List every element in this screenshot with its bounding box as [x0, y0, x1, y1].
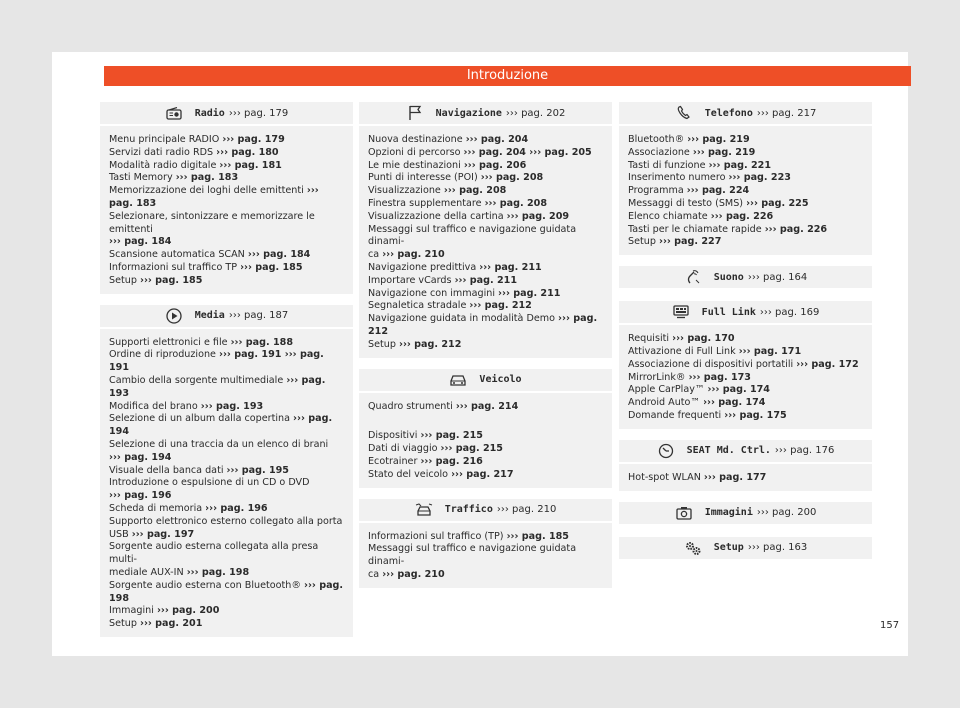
entry-page-ref[interactable]: ››› pag. 204 ››› pag. 205 [463, 146, 592, 158]
entry-line [109, 465, 345, 478]
entry-page-ref[interactable]: ››› pag. 208 [480, 172, 544, 184]
entry-line [368, 469, 604, 482]
entry-text: Programma [628, 185, 687, 197]
entry-line [628, 472, 864, 485]
entry-text: Apple CarPlay™ [628, 384, 708, 396]
entry-text: Opzioni di percorso [368, 146, 464, 158]
entry-line [368, 300, 604, 313]
entry-text: Tasti di funzione [628, 159, 709, 171]
entry-page-ref[interactable]: ››› pag. 200 [156, 605, 220, 617]
entry-line [628, 160, 864, 173]
entry-text: Requisiti [628, 333, 673, 345]
section-immagini [619, 502, 872, 526]
entry-text: Attivazione di Full Link [628, 345, 739, 357]
entry-line [109, 401, 345, 414]
section-name: Radio [194, 107, 225, 119]
entry-line [628, 224, 864, 237]
entry-text: Navigazione con immagini [368, 287, 499, 299]
entry-text: Sorgente audio esterna con Bluetooth® [109, 579, 304, 591]
entry-page-ref[interactable]: ››› pag. 210 [382, 249, 445, 261]
entry-line [368, 224, 604, 250]
section-header [359, 102, 612, 126]
entry-page-ref[interactable]: ››› pag. 197 [131, 528, 195, 540]
entry-line [628, 410, 864, 423]
entry-line [628, 211, 864, 224]
spacer [368, 413, 604, 430]
entry-page-ref[interactable]: ››› pag. 212 [469, 300, 532, 312]
entry-text: Informazioni sul traffico (TP) [368, 530, 507, 542]
section-traffico [359, 499, 612, 588]
entry-text: Immagini [109, 605, 157, 617]
entry-line [109, 605, 345, 618]
entry-page-ref[interactable]: ››› pag. 212 [398, 338, 462, 350]
entry-text: Selezione di una traccia da un elenco di brani [109, 438, 329, 450]
entry-line [109, 413, 345, 439]
entry-line [368, 313, 604, 339]
entry-text: Importare vCards [368, 274, 455, 286]
entry-line [109, 477, 345, 490]
entry-text: Modifica del brano [109, 400, 201, 412]
entry-text: ca [368, 568, 383, 580]
entry-page-ref[interactable]: ››› pag. 211 [479, 261, 542, 273]
entry-line [368, 262, 604, 275]
entry-line [109, 134, 345, 147]
entry-page-ref[interactable]: ››› pag. 180 [216, 146, 279, 158]
entry-text: Domande frequenti [628, 409, 725, 421]
entry-line [109, 262, 345, 275]
entry-line [109, 567, 345, 580]
entry-line [109, 490, 345, 503]
radio-icon [165, 106, 183, 120]
entry-text: Selezione di un album dalla copertina [109, 413, 294, 425]
entry-line [368, 275, 604, 288]
section-header [619, 502, 872, 526]
entry-text: Setup [368, 338, 399, 350]
entry-line [109, 516, 345, 529]
entry-line [628, 346, 864, 359]
entry-page-ref[interactable]: ››› pag. 198 [186, 566, 250, 578]
entry-page-ref[interactable]: ››› pag. 185 [506, 530, 569, 542]
entry-text: Ordine di riproduzione [109, 349, 219, 361]
entry-page-ref[interactable]: ››› pag. 193 [200, 400, 264, 412]
column-1 [100, 102, 353, 648]
entry-text: Informazioni sul traffico TP [109, 261, 241, 273]
entry-text: Visualizzazione della cartina [368, 210, 507, 222]
section-entries [619, 464, 872, 491]
entry-line [628, 147, 864, 160]
section-setup [619, 537, 872, 561]
section-navigazione [359, 102, 612, 358]
entry-page-ref[interactable]: ››› pag. 172 [796, 358, 859, 370]
section-name: Full Link [701, 306, 756, 318]
entry-text: ca [368, 249, 383, 261]
full-link-icon [672, 305, 690, 319]
entry-line [109, 172, 345, 185]
section-full-link [619, 301, 872, 429]
section-name: SEAT Md. Ctrl. [686, 445, 771, 457]
gears-icon [684, 541, 702, 555]
section-entries [100, 329, 353, 637]
entry-line [628, 384, 864, 397]
entry-line [368, 198, 604, 211]
section-entries [359, 523, 612, 588]
control-icon [657, 444, 675, 458]
entry-line [628, 172, 864, 185]
section-page-ref[interactable]: ››› pag. 210 [496, 504, 557, 516]
entry-line [628, 359, 864, 372]
entry-line [368, 185, 604, 198]
entry-page-ref[interactable]: ››› pag. 221 [708, 159, 771, 171]
flag-icon [406, 106, 424, 120]
entry-text: Quadro strumenti [368, 400, 456, 412]
entry-page-ref[interactable]: ››› pag. 219 [692, 146, 756, 158]
entry-text: Visuale della banca dati [109, 464, 227, 476]
entry-line [109, 349, 345, 375]
section-header [359, 499, 612, 523]
entry-page-ref[interactable]: ››› pag. 208 [443, 185, 507, 197]
entry-page-ref[interactable]: ››› pag. 211 [454, 274, 517, 286]
section-name: Navigazione [435, 107, 502, 119]
traffic-icon [415, 503, 433, 517]
entry-text: Servizi dati radio RDS [109, 146, 217, 158]
entry-page-ref[interactable]: ››› pag. 226 [764, 223, 828, 235]
entry-line [109, 618, 345, 631]
entry-line [628, 236, 864, 249]
entry-line [109, 249, 345, 262]
entry-page-ref[interactable]: ››› pag. 195 [226, 464, 289, 476]
section-entries [359, 126, 612, 358]
entry-page-ref[interactable]: ››› pag. 214 [455, 400, 519, 412]
section-name: Veicolo [479, 374, 522, 386]
section-header [359, 369, 612, 393]
entry-line [368, 339, 604, 352]
section-name: Immagini [704, 507, 753, 519]
entry-page-ref[interactable]: ››› pag. 217 [451, 468, 514, 480]
entry-line [368, 147, 604, 160]
entry-page-ref[interactable]: ››› pag. 185 [139, 274, 203, 286]
entry-page-ref[interactable]: ››› pag. 175 [724, 409, 787, 421]
entry-page-ref[interactable]: ››› pag. 170 [672, 333, 735, 345]
section-page-ref[interactable]: ››› pag. 179 [228, 107, 289, 119]
entry-page-ref[interactable]: ››› pag. 174 [703, 397, 766, 409]
entry-text: Navigazione predittiva [368, 261, 480, 273]
entry-line [368, 211, 604, 224]
entry-text: Le mie destinazioni [368, 159, 464, 171]
entry-text: Messaggi di testo (SMS) [628, 197, 747, 209]
entry-line [109, 147, 345, 160]
entry-line [109, 541, 345, 567]
entry-line [368, 456, 604, 469]
phone-icon [675, 106, 693, 120]
entry-text: Introduzione o espulsione di un CD o DVD [109, 477, 310, 489]
section-suono [619, 266, 872, 290]
entry-page-ref[interactable]: ››› pag. 211 [498, 287, 561, 299]
section-page-ref[interactable]: ››› pag. 200 [756, 507, 817, 519]
column-3 [619, 102, 872, 572]
entry-text: Dati di viaggio [368, 443, 441, 455]
entry-text: Elenco chiamate [628, 210, 711, 222]
entry-page-ref[interactable]: ››› pag. 226 [710, 210, 774, 222]
entry-text: Android Auto™ [628, 397, 704, 409]
entry-page-ref[interactable]: ››› pag. 196 [109, 490, 172, 502]
entry-text: Menu principale RADIO [109, 134, 223, 145]
entry-page-ref[interactable]: ››› pag. 181 [219, 159, 282, 171]
section-entries [619, 325, 872, 429]
entry-page-ref[interactable]: ››› pag. 196 [205, 502, 268, 514]
section-media [100, 305, 353, 637]
entry-line [109, 452, 345, 465]
entry-text: Tasti per le chiamate rapide [628, 223, 765, 235]
entry-line [109, 275, 345, 288]
section-page-ref[interactable]: ››› pag. 163 [747, 542, 808, 554]
section-page-ref[interactable]: ››› pag. 202 [505, 107, 566, 119]
entry-text: Visualizzazione [368, 185, 444, 197]
entry-line [109, 160, 345, 173]
entry-line [368, 249, 604, 262]
entry-line [368, 569, 604, 582]
entry-line [628, 185, 864, 198]
entry-page-ref[interactable]: ››› pag. 171 [738, 345, 802, 357]
entry-page-ref[interactable]: ››› pag. 210 [382, 568, 445, 580]
entry-page-ref[interactable]: ››› pag. 183 [175, 172, 239, 184]
page-title: Introduzione [104, 66, 911, 86]
section-page-ref[interactable]: ››› pag. 217 [756, 107, 817, 119]
entry-text: Scansione automatica SCAN [109, 249, 248, 261]
entry-text: MirrorLink® [628, 371, 689, 383]
section-page-ref[interactable]: ››› pag. 164 [747, 271, 808, 283]
camera-icon [675, 506, 693, 520]
section-page-ref[interactable]: ››› pag. 176 [774, 445, 835, 457]
section-radio [100, 102, 353, 294]
entry-line [109, 439, 345, 452]
entry-page-ref[interactable]: ››› pag. 201 [139, 618, 203, 630]
entry-line [109, 580, 345, 606]
entry-page-ref[interactable]: ››› pag. 191 ››› pag. 191 [109, 349, 324, 374]
play-icon [165, 309, 183, 323]
entry-text: Dispositivi [368, 430, 421, 442]
entry-text: Supporto elettronico esterno collegato alla porta [109, 515, 343, 527]
section-entries [619, 126, 872, 255]
entry-text: Nuova destinazione [368, 134, 466, 145]
entry-line [368, 288, 604, 301]
section-header [619, 440, 872, 464]
entry-text: Bluetooth® [628, 134, 688, 145]
entry-line [368, 172, 604, 185]
entry-text: mediale AUX-IN [109, 566, 187, 578]
entry-page-ref[interactable]: ››› pag. 184 [109, 236, 172, 248]
entry-page-ref[interactable]: ››› pag. 173 [688, 371, 751, 383]
entry-line [368, 531, 604, 544]
entry-line [368, 160, 604, 173]
entry-page-ref[interactable]: ››› pag. 177 [703, 471, 767, 483]
entry-line [109, 236, 345, 249]
entry-text: Associazione [628, 146, 693, 158]
car-icon [449, 373, 467, 387]
entry-text: Cambio della sorgente multimediale [109, 374, 287, 386]
entry-line [109, 529, 345, 542]
entry-page-ref[interactable]: ››› pag. 194 [109, 413, 333, 438]
entry-text: Setup [628, 236, 659, 248]
section-header [619, 301, 872, 325]
entry-text: Setup [109, 274, 140, 286]
entry-line [368, 401, 604, 414]
entry-page-ref[interactable]: ››› pag. 204 [465, 134, 529, 145]
entry-text: Modalità radio digitale [109, 159, 220, 171]
section-name: Telefono [704, 107, 753, 119]
entry-text: USB [109, 528, 132, 540]
entry-text: Messaggi sul traffico e navigazione guidata dinami- [368, 543, 577, 568]
entry-page-ref[interactable]: ››› pag. 209 [506, 210, 570, 222]
entry-page-ref[interactable]: ››› pag. 227 [658, 236, 722, 248]
entry-line [368, 134, 604, 147]
entry-text: Setup [109, 618, 140, 630]
section-seat-md-ctrl [619, 440, 872, 491]
entry-line [368, 430, 604, 443]
entry-text: Tasti Memory [109, 172, 176, 184]
entry-line [109, 375, 345, 401]
entry-line [628, 333, 864, 346]
entry-text: Associazione di dispositivi portatili [628, 358, 797, 370]
entry-page-ref[interactable]: ››› pag. 223 [728, 172, 791, 184]
entry-page-ref[interactable]: ››› pag. 219 [687, 134, 750, 145]
entry-page-ref[interactable]: ››› pag. 174 [707, 384, 770, 396]
entry-text: Finestra supplementare [368, 197, 485, 209]
entry-text: Inserimento numero [628, 172, 729, 184]
entry-text: Stato del veicolo [368, 468, 452, 480]
entry-page-ref[interactable]: ››› pag. 188 [230, 336, 294, 348]
section-name: Suono [713, 271, 744, 283]
entry-line [109, 211, 345, 237]
section-header [100, 102, 353, 126]
entry-line [628, 397, 864, 410]
entry-line [368, 543, 604, 569]
entry-line [628, 198, 864, 211]
entry-line [109, 337, 345, 350]
entry-page-ref[interactable]: ››› pag. 198 [109, 579, 344, 604]
entry-page-ref[interactable]: ››› pag. 216 [420, 455, 483, 467]
entry-line [109, 503, 345, 516]
entry-page-ref[interactable]: ››› pag. 225 [746, 197, 809, 209]
section-entries [359, 393, 612, 488]
entry-page-ref[interactable]: ››› pag. 208 [484, 197, 548, 209]
entry-page-ref[interactable]: ››› pag. 215 [440, 443, 503, 455]
section-veicolo [359, 369, 612, 488]
section-name: Traffico [444, 504, 493, 516]
entry-text: Sorgente audio esterna collegata alla presa multi- [109, 541, 319, 566]
entry-page-ref[interactable]: ››› pag. 183 [109, 185, 319, 209]
page-number: 157 [880, 620, 900, 631]
entry-line [628, 134, 864, 147]
entry-page-ref[interactable]: ››› pag. 215 [420, 430, 483, 442]
entry-page-ref[interactable]: ››› pag. 212 [368, 313, 598, 337]
section-page-ref[interactable]: ››› pag. 169 [759, 306, 820, 318]
section-name: Setup [713, 542, 744, 554]
entry-text: Scheda di memoria [109, 502, 206, 514]
column-2 [359, 102, 612, 599]
section-page-ref[interactable]: ››› pag. 187 [228, 310, 289, 322]
entry-page-ref[interactable]: ››› pag. 206 [463, 159, 527, 171]
entry-page-ref[interactable]: ››› pag. 185 [240, 261, 303, 273]
section-header [619, 266, 872, 290]
entry-text: Selezionare, sintonizzare e memorizzare le emittenti [109, 210, 315, 235]
entry-line [109, 185, 345, 211]
entry-text: Supporti elettronici e file [109, 336, 231, 348]
entry-text: Navigazione guidata in modalità Demo [368, 313, 559, 325]
sound-icon [684, 270, 702, 284]
entry-text: Punti di interesse (POI) [368, 172, 481, 184]
entry-line [368, 443, 604, 456]
section-name: Media [194, 310, 225, 322]
section-entries [100, 126, 353, 294]
entry-text: Ecotrainer [368, 455, 421, 467]
entry-line [628, 372, 864, 385]
section-telefono [619, 102, 872, 255]
entry-page-ref[interactable]: ››› pag. 224 [686, 185, 750, 197]
entry-text: Memorizzazione dei loghi delle emittenti [109, 185, 307, 197]
entry-text: Segnaletica stradale [368, 300, 470, 312]
entry-page-ref[interactable]: ››› pag. 184 [247, 249, 311, 261]
entry-page-ref[interactable]: ››› pag. 194 [109, 451, 172, 463]
entry-page-ref[interactable]: ››› pag. 179 [222, 134, 285, 145]
section-header [100, 305, 353, 329]
entry-text: Messaggi sul traffico e navigazione guidata dinami- [368, 223, 577, 248]
entry-text: Hot-spot WLAN [628, 471, 704, 483]
section-header [619, 102, 872, 126]
entry-page-ref[interactable]: ››› pag. 193 [109, 374, 326, 399]
section-header [619, 537, 872, 561]
